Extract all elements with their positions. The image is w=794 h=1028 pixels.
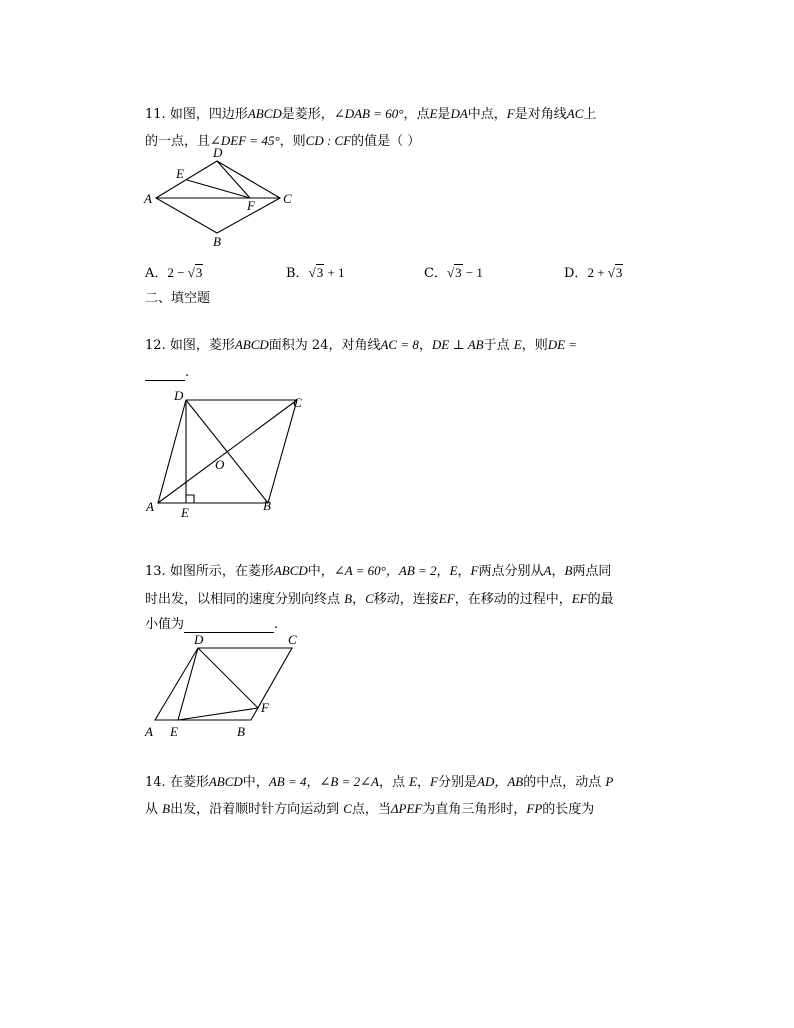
q13-label-a: A	[145, 724, 153, 739]
q13-line1: 13. 如图所示，在菱形ABCD中，∠A = 60°，AB = 2，E，F两点分别从A，B两点同	[145, 563, 612, 579]
q12-number: 12.	[145, 338, 166, 353]
q11-option-c[interactable]: C．√3 − 1	[424, 265, 483, 281]
q11-label-f: F	[247, 198, 255, 213]
q12-rhombus-figure	[140, 385, 340, 525]
q11-option-a[interactable]: A．2 − √3	[145, 265, 203, 281]
q12-line2: .	[145, 365, 189, 381]
q11-segment-ef	[187, 180, 250, 198]
q13-segment-df	[198, 648, 258, 708]
q12-label-e: E	[181, 505, 189, 520]
q13-label-e: E	[170, 724, 178, 739]
q14-number: 14.	[145, 775, 166, 790]
q11-label-a: A	[144, 191, 152, 206]
q14-line1: 14. 在菱形ABCD中，AB = 4，∠B = 2∠A，点 E，F分别是AD，AB的中点，动点 P	[145, 774, 614, 790]
q13-rhombus	[155, 648, 292, 720]
q11-label-d: D	[213, 145, 223, 160]
q13-label-b: B	[237, 724, 245, 739]
q13-label-d: D	[194, 632, 204, 647]
q11-label-e: E	[176, 166, 184, 181]
q12-right-angle-mark	[186, 495, 194, 503]
q13-label-f: F	[261, 700, 269, 715]
q11-option-d[interactable]: D．2 + √3	[564, 265, 623, 281]
q14-line2: 从 B出发，沿着顺时针方向运动到 C点，当ΔPEF为直角三角形时，FP的长度为	[145, 801, 595, 817]
q12-label-o: O	[215, 457, 225, 472]
q11-rhombus-figure	[140, 145, 310, 250]
q12-diagonal-bd	[186, 400, 268, 503]
q13-segment-de	[178, 648, 198, 720]
q12-line1: 12. 如图，菱形ABCD面积为 24，对角线AC = 8，DE ⊥ AB于点 E，则DE =	[145, 337, 578, 353]
q11-line2: 的一点，且∠DEF = 45°，则CD : CF的值是（ ）	[145, 133, 421, 149]
q12-label-c: C	[293, 395, 302, 410]
q12-label-a: A	[146, 499, 154, 514]
q11-segment-df	[217, 161, 250, 198]
q13-rhombus-figure	[140, 628, 320, 743]
q13-label-c: C	[288, 632, 297, 647]
q11-label-b: B	[213, 234, 221, 249]
q11-label-c: C	[283, 191, 292, 206]
q12-answer-blank[interactable]	[145, 366, 185, 381]
section-title: 二、填空题	[145, 291, 211, 306]
q12-label-b: B	[263, 498, 271, 513]
q12-label-d: D	[174, 388, 184, 403]
q13-line3: 小值为 .	[145, 617, 279, 632]
q11-number: 11.	[145, 107, 166, 122]
q13-number: 13.	[145, 564, 166, 579]
q11-rhombus	[156, 161, 280, 233]
q11-option-b[interactable]: B．√3 + 1	[286, 265, 345, 281]
q13-line2: 时出发，以相同的速度分别向终点 B，C移动，连接EF，在移动的过程中，EF的最	[145, 591, 614, 607]
q13-segment-ef	[178, 708, 258, 720]
q11-line1: 11. 如图，四边形ABCD是菱形，∠DAB = 60°，点E是DA中点，F是对角线AC上	[145, 106, 597, 122]
